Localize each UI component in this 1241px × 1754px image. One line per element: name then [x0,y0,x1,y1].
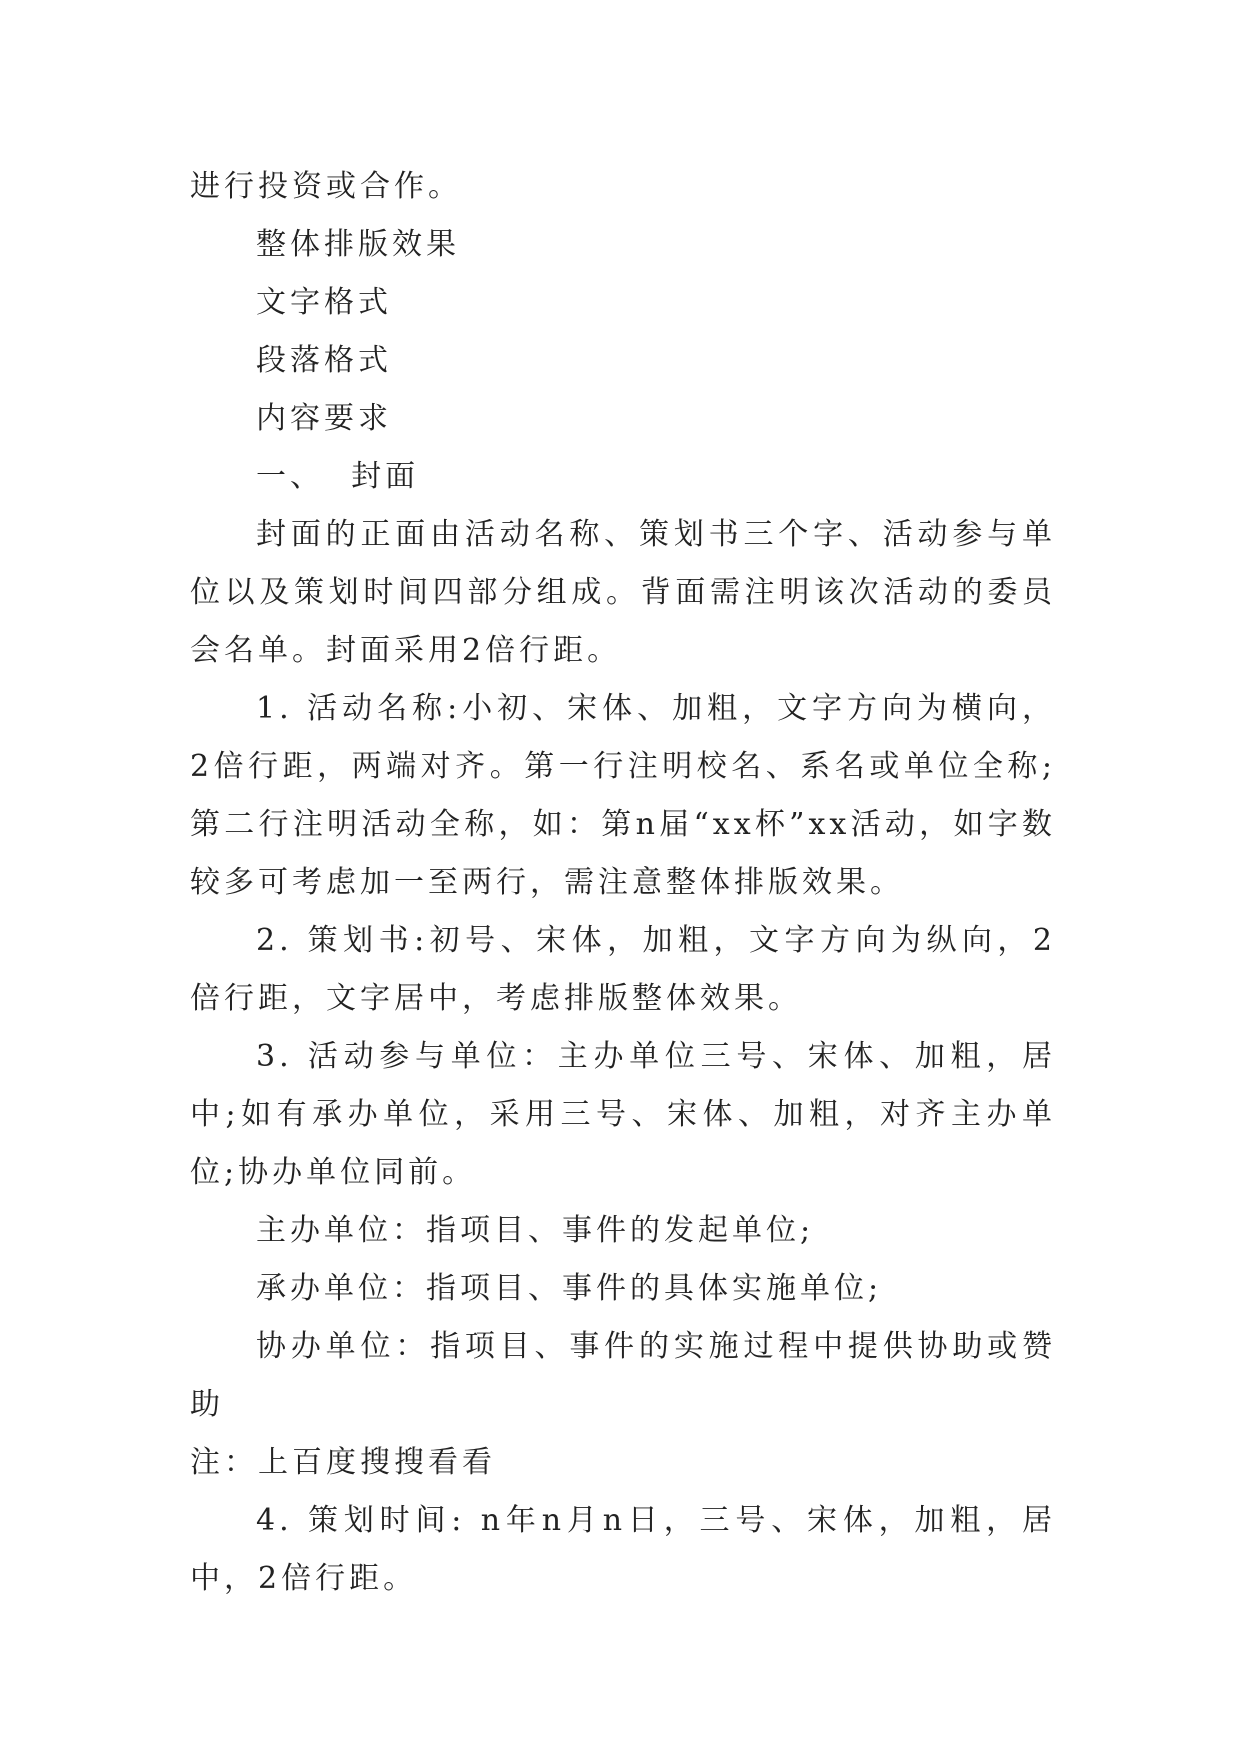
list-item-participating-units: 3. 活动参与单位：主办单位三号、宋体、加粗，居中;如有承办单位，采用三号、宋体、加粗，对齐主办单位;协办单位同前。 [190,1039,1056,1190]
definition-organizer: 主办单位：指项目、事件的发起单位; [256,1213,815,1248]
document-body [190,158,1056,1608]
heading-content-requirements: 内容要求 [256,401,392,436]
heading-text-format: 文字格式 [256,285,392,320]
heading-paragraph-format: 段落格式 [256,343,392,378]
list-item-plan-title: 2. 策划书:初号、宋体，加粗，文字方向为纵向，2倍行距，文字居中，考虑排版整体效果。 [190,923,1056,1016]
section-heading-cover: 一、 封面 [256,459,420,494]
heading-overall-layout: 整体排版效果 [256,227,460,262]
paragraph-note: 注：上百度搜搜看看 [190,1445,496,1480]
definition-undertaker: 承办单位：指项目、事件的具体实施单位; [256,1271,883,1306]
list-item-activity-name: 1. 活动名称:小初、宋体、加粗，文字方向为横向，2倍行距，两端对齐。第一行注明校名、系名或单位全称;第二行注明活动全称，如：第n届“xx杯”xx活动，如字数较多可考虑加一至两行，需注意整体排版效果。 [190,691,1056,900]
list-item-plan-date: 4. 策划时间: n年n月n日，三号、宋体，加粗，居中，2倍行距。 [190,1503,1056,1596]
paragraph-continuation: 进行投资或合作。 [190,169,462,204]
definition-co-organizer: 协办单位：指项目、事件的实施过程中提供协助或赞助 [190,1329,1056,1422]
paragraph-cover-description: 封面的正面由活动名称、策划书三个字、活动参与单位以及策划时间四部分组成。背面需注明该次活动的委员会名单。封面采用2倍行距。 [190,517,1056,668]
